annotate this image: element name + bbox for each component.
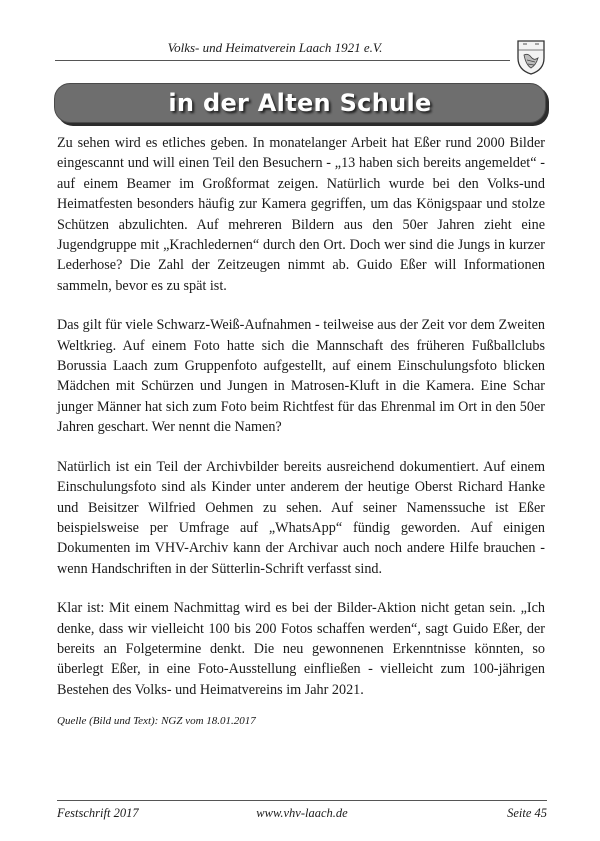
footer-website-link[interactable]: www.vhv-laach.de	[256, 806, 348, 820]
org-title: Volks- und Heimatverein Laach 1921 e.V.	[167, 40, 383, 55]
section-title: in der Alten Schule	[168, 89, 432, 117]
paragraph: Natürlich ist ein Teil der Archivbilder bereits ausreichend dokumentiert. Auf einem Einschulungsfoto sind als Kinder unter anderem der heutige Oberst Richard Hanke und Beisitzer Wilfried Oehmen zu sehen. Auf seiner Namenssuche ist Eßer beispielsweise per Umfrage auf „WhatsApp“ fündig geworden. Auf einigen Dokumenten im VHV-Archiv kann der Archivar auch noch andere Hilfe brauchen - wenn Handschriften in der Sütterlin-Schrift verfasst sind.	[57, 458, 545, 577]
page-number: Seite 45	[507, 806, 547, 820]
header-divider	[55, 60, 510, 61]
paragraph: Das gilt für viele Schwarz-Weiß-Aufnahmen - teilweise aus der Zeit vor dem Zweiten Weltkrieg. Auf einem Foto hatte sich die Mannschaft des früheren Fußballclubs Borussia Laach zum Gruppenfoto aufgestellt, auf einem Einschulungsfoto blicken Mädchen mit Schürzen und Jungen in Matrosen-Kluft in die Kamera. Eine Schar junger Männer hat sich zum Foto beim Richtfest für das Ehrenmal im Ort in den 50er Jahren geschart. Wer nennt die Namen?	[57, 317, 545, 436]
source-note: Quelle (Bild und Text): NGZ vom 18.01.2017	[57, 715, 256, 728]
section-banner	[54, 83, 546, 123]
article-body	[57, 133, 545, 727]
coat-of-arms-icon	[515, 38, 547, 76]
footer-divider	[57, 800, 547, 801]
footer-publication: Festschrift 2017	[57, 806, 139, 820]
paragraph: Zu sehen wird es etliches geben. In monatelanger Arbeit hat Eßer rund 2000 Bilder eingescannt und will einen Teil den Besuchern - „13 haben sich bereits angemeldet“ - auf einem Beamer im Großformat zeigen. Natürlich wurde bei den Volks-und Heimatfesten besonders häufig zur Kamera gegriffen, um das Königspaar und stolze Schützen abzulichten. Auf mehreren Bildern aus den 50er Jahren zieht eine Jugendgruppe mit „Krachledernen“ durch den Ort. Doch wer sind die Jungs in kurzer Lederhose? Die Zahl der Zeitzeugen nimmt ab. Guido Eßer will Informationen sammeln, bevor es zu spät ist.	[57, 135, 545, 294]
paragraph: Klar ist: Mit einem Nachmittag wird es bei der Bilder-Aktion nicht getan sein. „Ich denke, dass wir vielleicht 100 bis 200 Fotos schaffen werden“, sagt Guido Eßer, der bereits an Folgetermine denkt. Die neu gewonnenen Erkenntnisse könnten, so überlegt Eßer, in eine Foto-Ausstellung einfließen - vielleicht zum 100-jährigen Bestehen des Volks- und Heimatvereins im Jahr 2021.	[57, 600, 545, 698]
